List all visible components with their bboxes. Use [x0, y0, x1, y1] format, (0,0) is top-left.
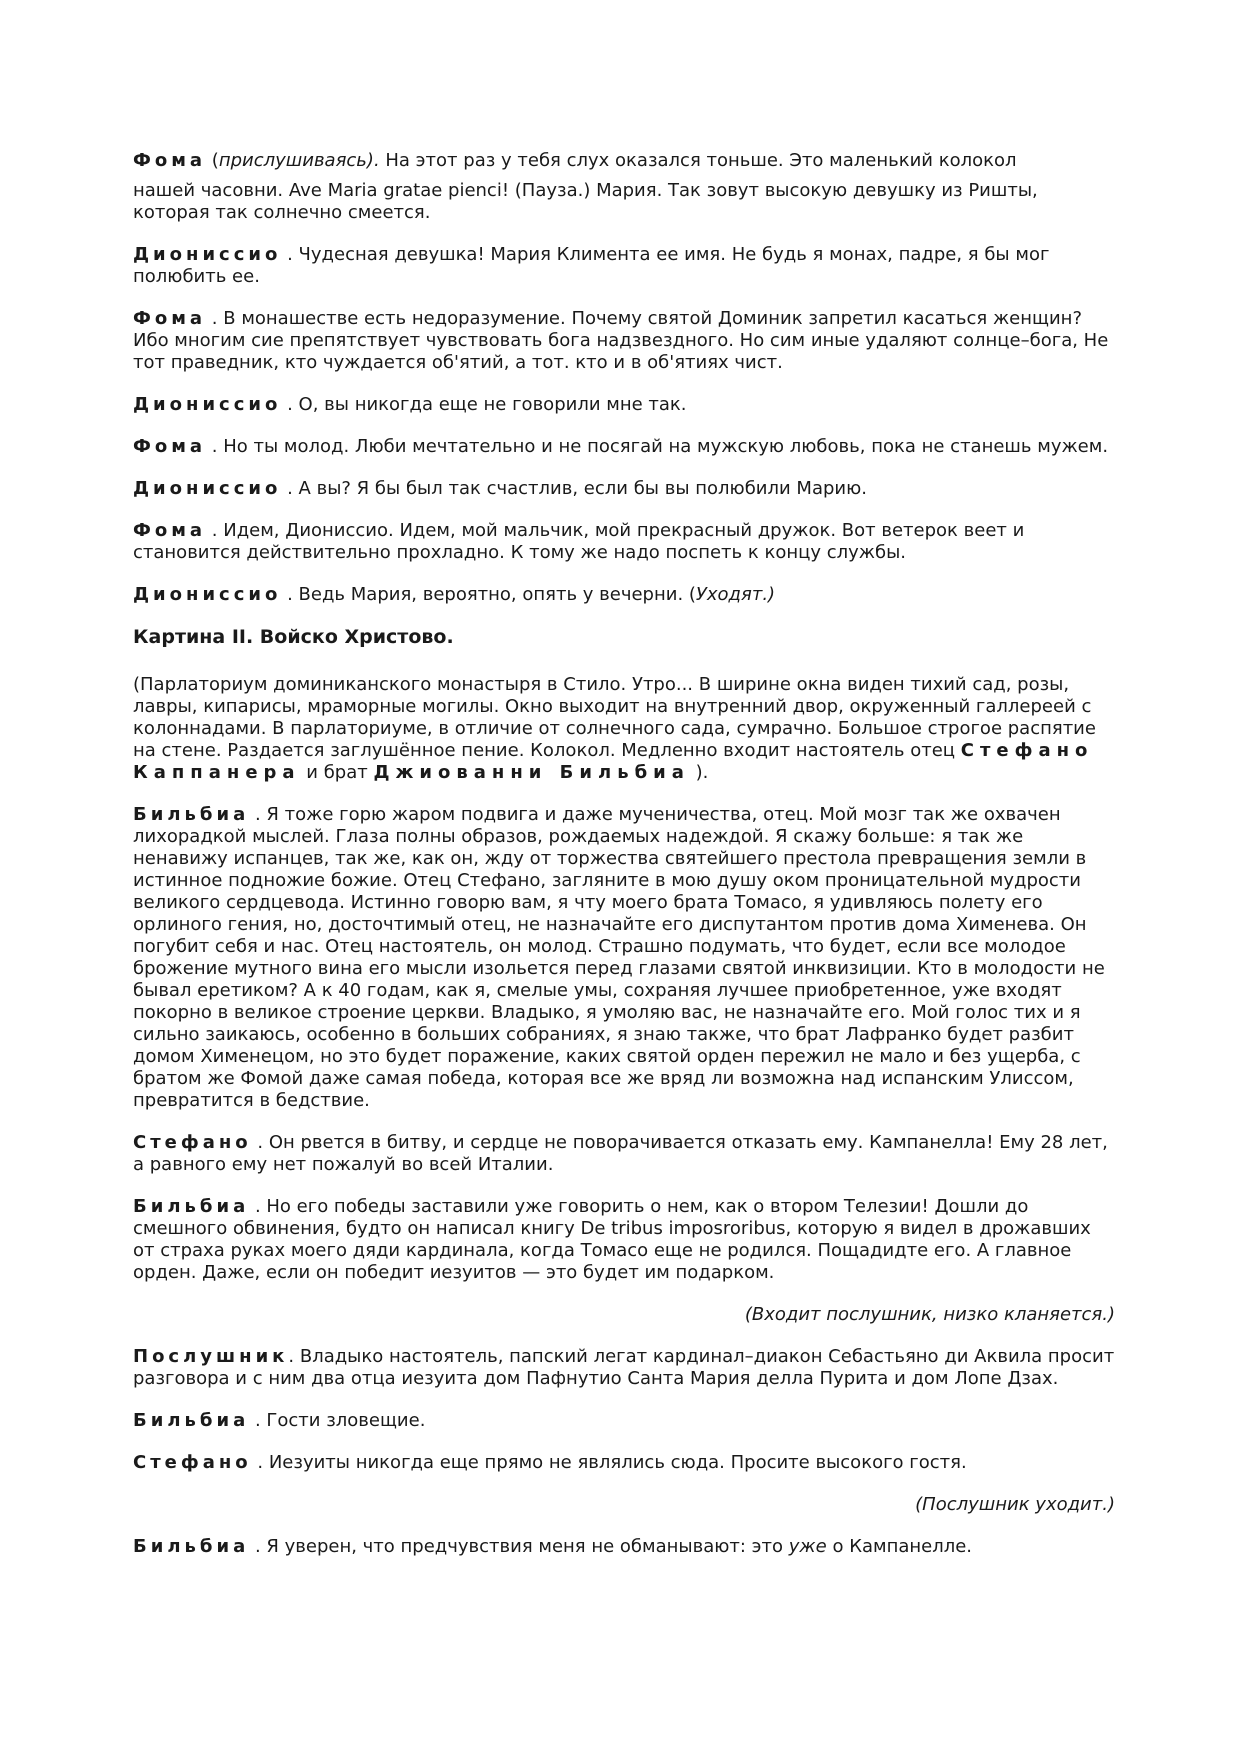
- speaker-name: Фома: [133, 150, 207, 171]
- character-name: Джиованни Бильбиа: [373, 762, 690, 783]
- paragraph-text: . Но его победы заставили уже говорить о нем, как о втором Телезии! Дошли до смешного обвинения, будто он написал книгу De tribus imposroribus, которую я видел в дрожавших от страха руках моего дяди кардинала, когда Томасо еще не родился. Пощадидте его. А главное орден. Даже, если он победит иезуитов — это будет им подарком.: [133, 1196, 1091, 1283]
- paragraph-1-line-1: Фома (прислушиваясь). На этот раз у тебя слух оказался тоньше. Это маленький колокол: [133, 150, 1017, 171]
- stage-direction: прислушиваясь).: [218, 150, 380, 171]
- paragraph-text: . Чудесная девушка! Мария Климента ее имя. Не будь я монах, падре, я бы мог полюбить ее.: [133, 244, 1050, 287]
- paragraph-2: [133, 244, 1115, 288]
- paragraph-4: [133, 394, 1115, 416]
- emphasis-text: уже: [788, 1536, 827, 1557]
- speaker-name: Бильбиа: [133, 1410, 250, 1431]
- paragraph-text: и брат: [300, 762, 374, 783]
- paragraph-6: [133, 478, 1115, 500]
- speaker-name: Стефано: [133, 1132, 252, 1153]
- paragraph-text: ).: [689, 762, 709, 783]
- paragraph-16: [133, 1536, 1115, 1558]
- paragraph-11: [133, 1132, 1115, 1176]
- speaker-name: Фома: [133, 520, 207, 541]
- stage-direction-1: (Входит послушник, низко кланяется.): [744, 1304, 1115, 1325]
- paragraph-1-line-2: нашей часовни. Ave Maria gratae pienci! (Пауза.) Мария. Так зовут высокую девушку из Ришты, которая так солнечно смеется.: [133, 180, 1038, 223]
- paragraph-9: [133, 674, 1115, 784]
- stage-direction-2: (Послушник уходит.): [915, 1494, 1115, 1515]
- speaker-name: Бильбиа: [133, 1196, 250, 1217]
- speaker-name: Стефано: [133, 1452, 252, 1473]
- paragraph-text: о Кампанелле.: [826, 1536, 973, 1557]
- speaker-name: Послушник: [133, 1346, 289, 1367]
- speaker-name: Дионисcио: [133, 244, 282, 265]
- paragraph-3: [133, 308, 1115, 374]
- paragraph-15: [133, 1452, 1115, 1474]
- paragraph-text: . Но ты молод. Люби мечтательно и не посягай на мужскую любовь, пока не станешь мужем.: [206, 436, 1109, 457]
- paragraph-13: [133, 1346, 1115, 1390]
- paragraph-text: . Иезуиты никогда еще прямо не являлись сюда. Просите высокого гостя.: [251, 1452, 967, 1473]
- speaker-name: Фома: [133, 308, 207, 329]
- paragraph-10: [133, 804, 1115, 1112]
- stage-direction: Уходят.): [695, 584, 776, 605]
- paragraph-text: . О, вы никогда еще не говорили мне так.: [281, 394, 687, 415]
- paragraph-8: [133, 584, 1115, 606]
- paragraph-text: . Владыко настоятель, папский легат кардинал–диакон Себастьяно ди Аквила просит разговора и с ним два отца иезуита дом Пафнутио Санта Мария делла Пурита и дом Лопе Дзах.: [133, 1346, 1115, 1389]
- speaker-name: Дионисcио: [133, 394, 282, 415]
- paragraph-text: . А вы? Я бы был так счастлив, если бы вы полюбили Марию.: [281, 478, 867, 499]
- paragraph-text: (Парлаториум доминиканского монастыря в Стило. Утро... В ширине окна виден тихий сад, розы, лавры, кипарисы, мраморные могилы. Окно выходит на внутренний двор, окруженный галлереей с колоннадами. В парлаториуме, в отличие от солнечного сада, сумрачно. Большое строгое распятие на стене. Раздается заглушённое пение. Колокол. Медленно входит настоятель отец: [133, 674, 1096, 761]
- scene-heading: Картина II. Войско Христово.: [133, 626, 454, 648]
- paragraph-text: . Я уверен, что предчувствия меня не обманывают: это: [249, 1536, 789, 1557]
- paragraph-text: . Гости зловещие.: [249, 1410, 426, 1431]
- speaker-name: Бильбиа: [133, 804, 250, 825]
- document-body: [133, 150, 1115, 1578]
- paragraph-text: . Ведь Мария, вероятно, опять у вечерни. (: [281, 584, 696, 605]
- speaker-name: Бильбиа: [133, 1536, 250, 1557]
- paragraph-text: . Он рвется в битву, и сердце не поворачивается отказать ему. Кампанелла! Ему 28 лет, а равного ему нет пожалуй во всей Италии.: [133, 1132, 1108, 1175]
- paragraph-text: . Я тоже горю жаром подвига и даже мученичества, отец. Мой мозг так же охвачен лихорадкой мыслей. Глаза полны образов, рождаемых надеждой. Я скажу больше: я так же ненавижу испанцев, так же, как он, жду от торжества святейшего престола превращения земли в истинное подножие божие. Отец Стефано, загляните в мою душу оком проницательной мудрости великого сердцевода. Истинно говорю вам, я чту моего брата Томасо, я удивляюсь полету его орлиного гения, но, досточтимый отец, не назначайте его диспутантом против дома Хименева. Он погубит себя и нас. Отец настоятель, он молод. Страшно подумать, что будет, если все молодое брожение мутного вина его мысли изольется перед глазами святой инквизиции. Кто в молодости не бывал еретиком? А к 40 годам, как я, смелые умы, сохраняя лучшее приобретенное, уже входят покорно в великое строение церкви. Владыко, я умоляю вас, не назначайте его. Мой голос тих и я сильно заикаюсь, особенно в больших собраниях, я знаю также, что брат Лафранко будет разбит домом Хименецом, но это будет поражение, каких святой орден пережил не мало и без ущерба, с братом же Фомой даже самая победа, которая все же вряд ли возможна над испанским Улиссом, превратится в бедствие.: [133, 804, 1105, 1111]
- speaker-name: Фома: [133, 436, 207, 457]
- paragraph-7: [133, 520, 1115, 564]
- speaker-name: Дионисcио: [133, 478, 282, 499]
- paragraph-text: . Идем, Дионисcио. Идем, мой мальчик, мой прекрасный дружок. Вот ветерок веет и становится действительно прохладно. К тому же надо поспеть к концу службы.: [133, 520, 1025, 563]
- paragraph-5: [133, 436, 1115, 458]
- paragraph-14: [133, 1410, 1115, 1432]
- paragraph-12: [133, 1196, 1115, 1284]
- speaker-name: Дионисcио: [133, 584, 282, 605]
- character-name: Стефано Каппанера: [133, 740, 1094, 783]
- paragraph-text: . В монашестве есть недоразумение. Почему святой Доминик запретил касаться женщин? Ибо многим сие препятствует чувствовать бога надзвездного. Но сим иные удаляют солнце–бога, Не тот праведник, кто чуждается об'ятий, а тот. кто и в об'ятиях чист.: [133, 308, 1109, 373]
- paragraph-text: На этот раз у тебя слух оказался тоньше. Это маленький колокол: [379, 150, 1017, 171]
